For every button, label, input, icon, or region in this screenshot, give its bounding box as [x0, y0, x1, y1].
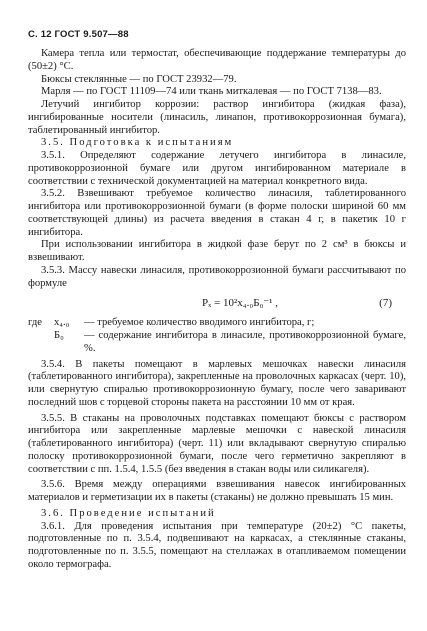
paragraph-3-5-2: 3.5.2. Взвешивают требуемое количество линасиля, таблетированного ингибитора или противокоррозионной бумаги (в форме полоски шириной 60 мм соответствующей длины) из расчета введения в стакан 4 г, в пакетик 10 г ингибитора.: [28, 188, 406, 238]
paragraph-3-5-1: 3.5.1. Определяют содержание летучего ингибитора в линасиле, противокоррозионной бумаге или другом ингибированном материале в соответствии с технической документацией на материал конкретного вида.: [28, 150, 406, 187]
document-body: [28, 48, 406, 572]
paragraph-bottles: Бюксы стеклянные — по ГОСТ 23932—79.: [41, 73, 237, 85]
formula-number: (7): [379, 297, 392, 310]
paragraph-gauze: Марля — по ГОСТ 11109—74 или ткань миткалевая — по ГОСТ 7138—83.: [41, 86, 382, 98]
formula-expression: Pₓ = 10²x₄.₀Б₀⁻¹ ,: [202, 297, 278, 310]
paragraph-3-5-6: 3.5.6. Время между операциями взвешивания навесок ингибированных материалов и герметизации их в пакеты (стаканы) не должно превышать 15 мин.: [28, 479, 406, 503]
definition-row: [28, 330, 406, 356]
definition-term: x₄.₀: [54, 317, 70, 329]
section-heading-preparation-text: 3.5. Подготовка к испытаниям: [41, 137, 234, 149]
paragraph-3-5-5: 3.5.5. В стаканы на проволочных подставках помещают бюксы с раствором ингибитора или закрепленные марлевые мешочки с навеской линасиля (таблетированного ингибитора) (черт. 11) или вкладывают свернутую спиралью полоску противокоррозионной бумаги, после чего герметично закрепляют в соответствии с пп. 1.5.4, 1.5.5 (без введения в стакан воды или силикагеля).: [28, 412, 406, 475]
formula-definitions: [28, 317, 406, 355]
paragraph-liquid-phase: При использовании ингибитора в жидкой фазе берут по 2 см³ в бюксы и взвешивают.: [28, 239, 406, 263]
section-heading-preparation: [28, 137, 406, 150]
definition-lead: где: [28, 317, 42, 329]
definition-text: — содержание ингибитора в линасиле, противокоррозионной бумаге, %.: [84, 330, 406, 354]
section-heading-testing: [28, 508, 406, 521]
page-header: С. 12 ГОСТ 9.507—88: [28, 29, 129, 40]
definition-text: — требуемое количество вводимого ингибитора, г;: [84, 317, 315, 329]
paragraph-inhibitor: Летучий ингибитор коррозии: раствор ингибитора (жидкая фаза), ингибированные носители (линасиль, линапон, противокоррозионная бумага), таблетированный ингибитор.: [28, 99, 406, 136]
section-heading-testing-text: 3.6. Проведение испытаний: [41, 507, 216, 519]
paragraph-thermostat: Камера тепла или термостат, обеспечивающие поддержание температуры до (50±2) °С.: [28, 48, 406, 72]
definition-row: [28, 317, 406, 330]
paragraph-3-6-1: 3.6.1. Для проведения испытания при температуре (20±2) °С пакеты, подготовленные по п. 3.5.4, подвешивают на каркасах, а стеклянные стаканы, подготовленные по п. 3.5.5, помещают на стеллажах в отапливаемом помещении около термографа.: [28, 520, 406, 570]
definition-lead: [28, 330, 54, 356]
formula-7: [28, 294, 406, 314]
definition-term: Б₀: [54, 330, 64, 341]
paragraph-3-5-4: 3.5.4. В пакеты помещают в марлевых мешочках навески линасиля (таблетированного ингибитора), закрепленные на проволочных каркасах (черт. 10), или свернутую спиралью противокоррозионную бумагу, после чего заваривают последний шов с торцевой стороны пакета на расстоянии 10 мм от края.: [28, 358, 406, 408]
paragraph-3-5-3: 3.5.3. Массу навески линасиля, противокоррозионной бумаги рассчитывают по формуле: [28, 264, 406, 289]
